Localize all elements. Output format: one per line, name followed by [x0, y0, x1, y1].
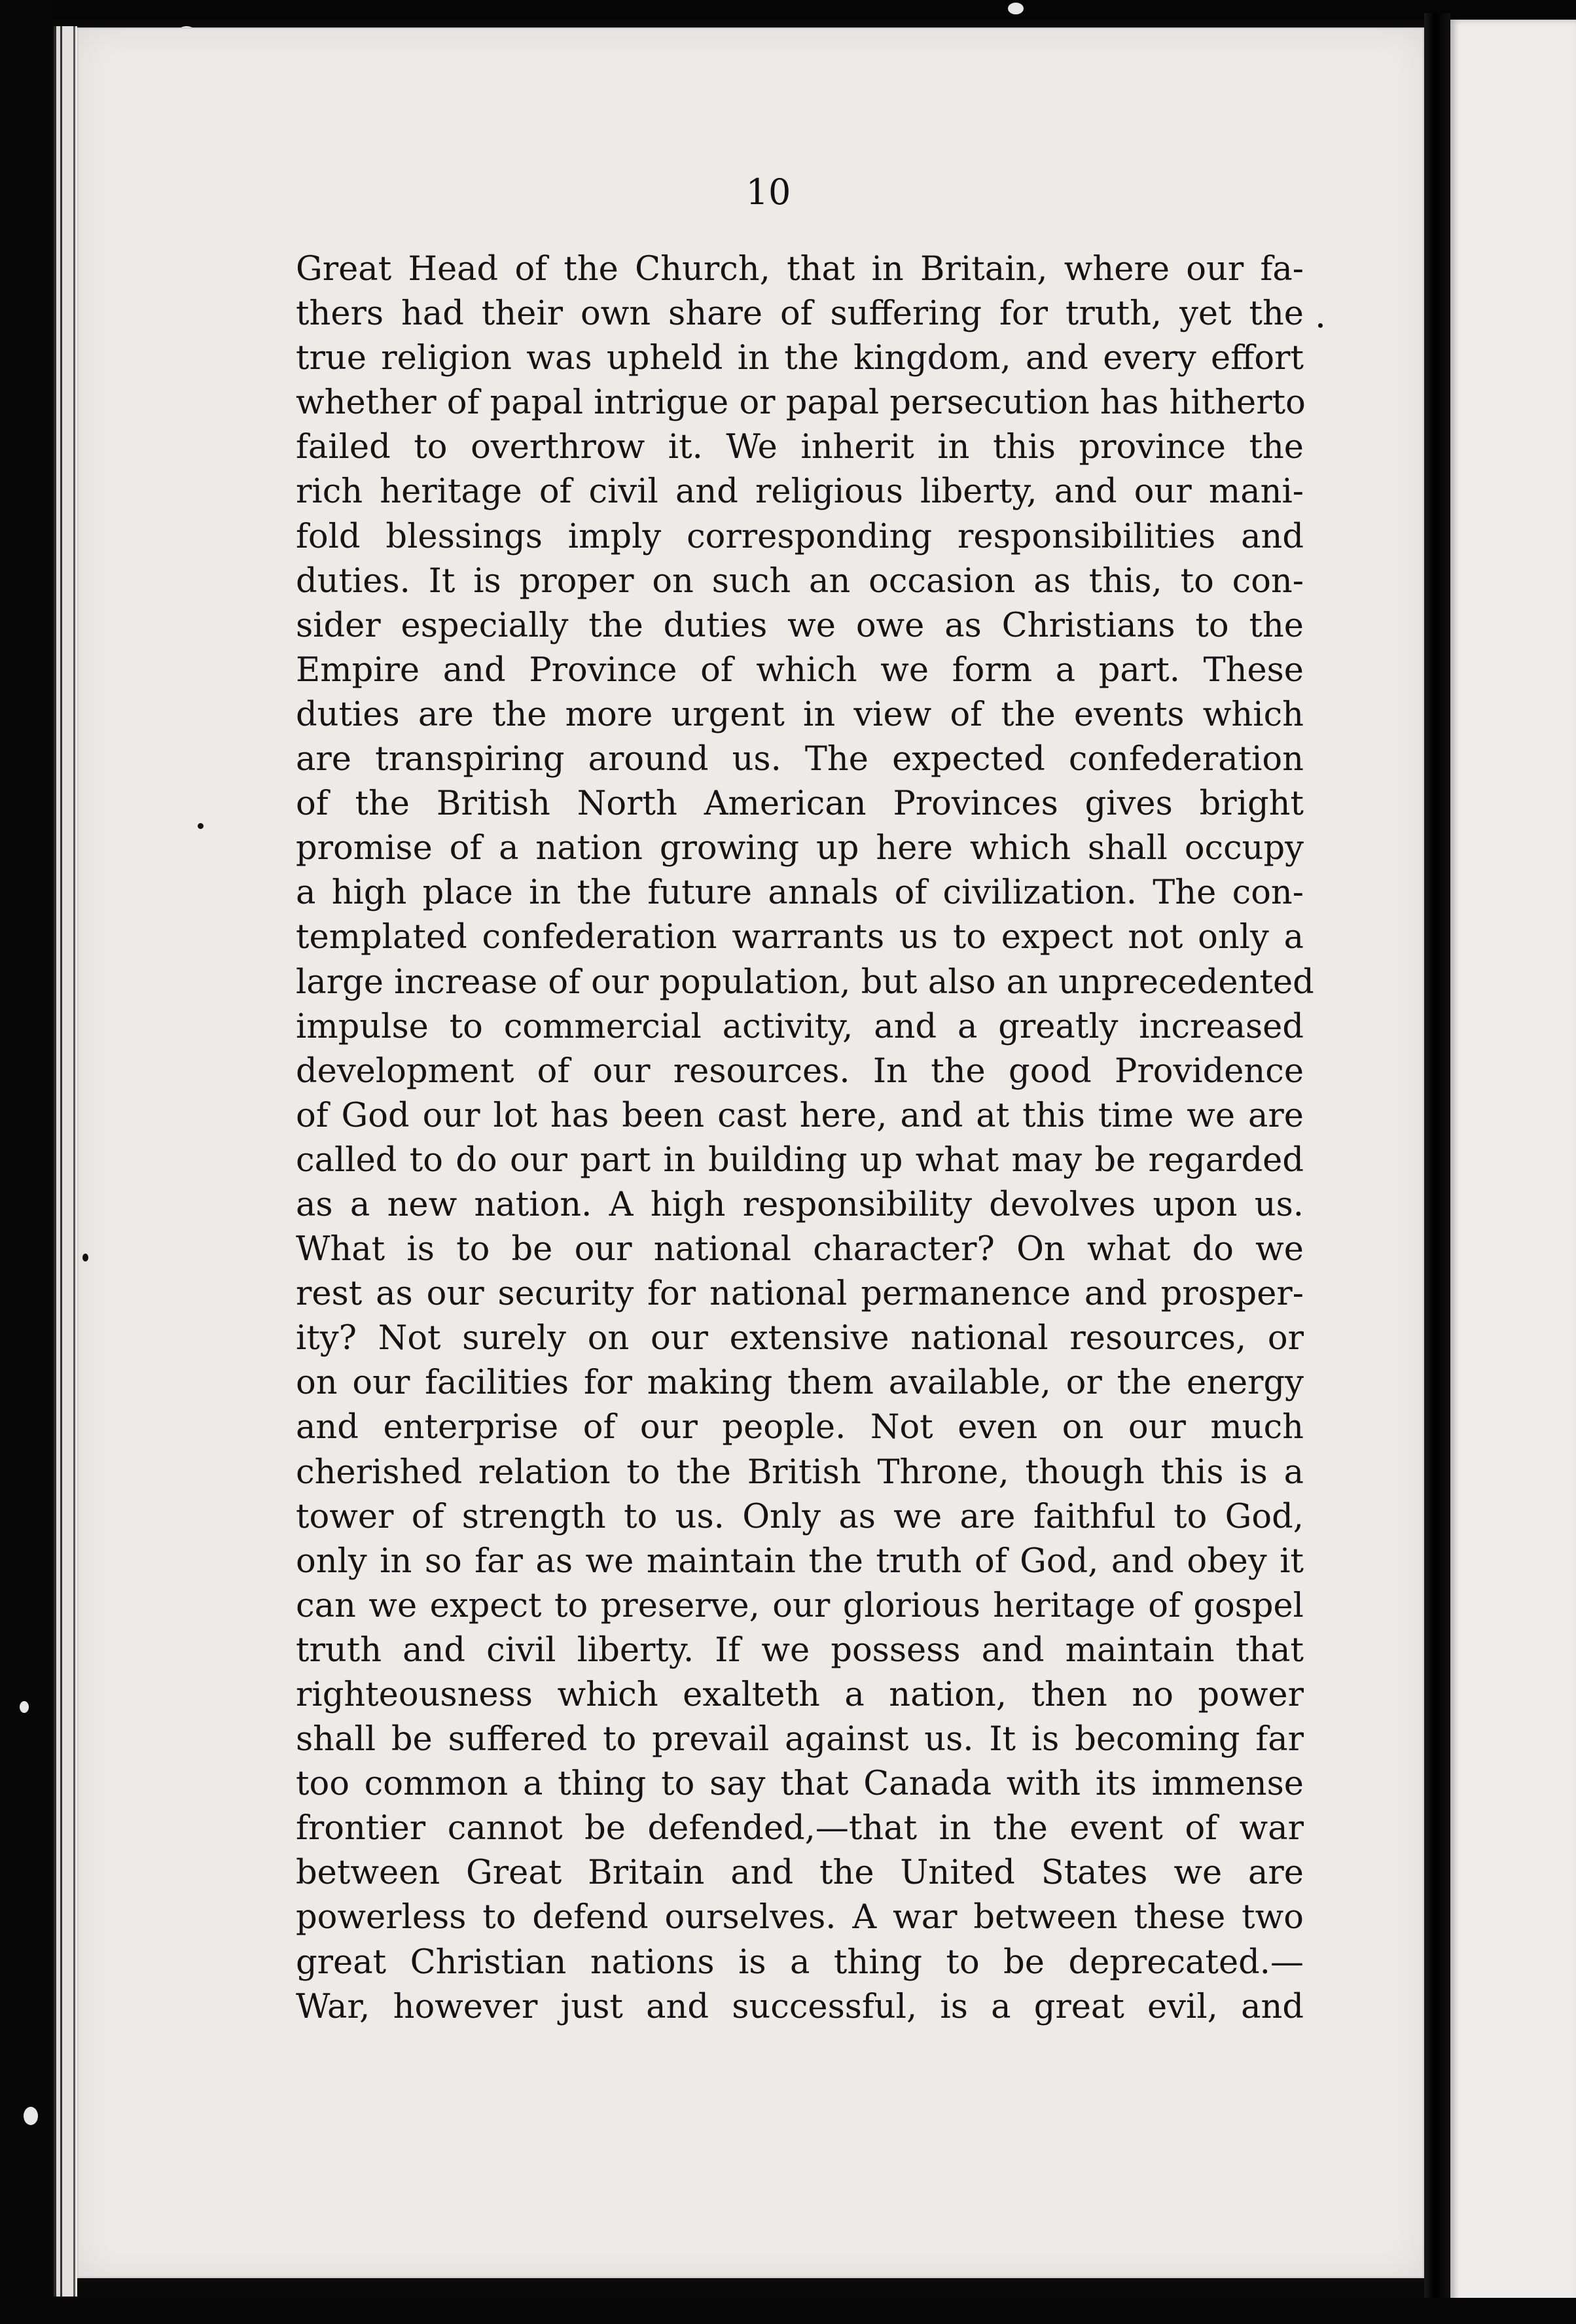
text-line: large increase of our population, but also an unprecedented [296, 962, 1314, 1002]
scan-speck [1008, 3, 1024, 14]
text-line: failed to overthrow it. We inherit in this province the [296, 428, 1304, 467]
text-line: cherished relation to the British Throne, though this is a [296, 1452, 1304, 1492]
text-line: duties. It is proper on such an occasion as this, to con- [296, 561, 1304, 601]
scan-speck [24, 2107, 38, 2125]
text-line: great Christian nations is a thing to be deprecated.— [296, 1943, 1304, 1982]
ink-blot [198, 823, 204, 829]
text-line: War, however just and successful, is a great evil, and [296, 1987, 1304, 2026]
text-line: of the British North American Provinces gives bright [296, 784, 1304, 824]
text-line: of God our lot has been cast here, and at this time we are [296, 1096, 1304, 1135]
text-line: impulse to commercial activity, and a greatly increased [296, 1007, 1304, 1046]
text-line: frontier cannot be defended,—that in the event of war [296, 1809, 1304, 1848]
text-line: templated confederation warrants us to expect not only a [296, 918, 1304, 957]
scan-top-border [0, 0, 1576, 20]
text-line: tower of strength to us. Only as we are faithful to God, [296, 1497, 1304, 1536]
text-line: rich heritage of civil and religious liberty, and our mani- [296, 472, 1304, 512]
body-text [296, 247, 1314, 2030]
text-line: whether of papal intrigue or papal persecution has hitherto [296, 383, 1306, 423]
text-line: ity? Not surely on our extensive national resources, or [296, 1319, 1304, 1358]
text-line: development of our resources. In the good Providence [296, 1051, 1304, 1091]
scan-left-border [0, 0, 52, 2324]
text-line: What is to be our national character? On what do we [296, 1230, 1304, 1269]
page-number: 10 [745, 171, 791, 213]
text-line: only in so far as we maintain the truth of God, and obey it [296, 1541, 1304, 1581]
ink-blot [82, 1254, 88, 1261]
text-line: sider especially the duties we owe as Christians to the [296, 606, 1304, 645]
text-line: too common a thing to say that Canada with its immense [296, 1765, 1304, 1804]
text-line: true religion was upheld in the kingdom, and every effort [296, 339, 1304, 378]
text-line: rest as our security for national permanence and prosper- [296, 1275, 1304, 1314]
scan-bottom-border [0, 2298, 1576, 2324]
page-gutter [1424, 13, 1450, 2324]
text-line: called to do our part in building up what may be regarded [296, 1140, 1304, 1180]
text-line: powerless to defend ourselves. A war between these two [296, 1898, 1304, 1937]
text-line: on our facilities for making them available, or the energy [296, 1364, 1304, 1403]
text-line: as a new nation. A high responsibility devolves upon us. [296, 1185, 1304, 1224]
text-line: Empire and Province of which we form a part. These [296, 650, 1304, 690]
text-line: fold blessings imply corresponding responsibilities and [296, 517, 1304, 556]
text-line: between Great Britain and the United States we are [296, 1854, 1304, 1893]
text-line: promise of a nation growing up here which shall occupy [296, 829, 1304, 868]
text-line: duties are the more urgent in view of the events which [296, 695, 1304, 734]
facing-page-edge [1450, 20, 1576, 2310]
text-line: and enterprise of our people. Not even on our much [296, 1408, 1304, 1447]
text-line: Great Head of the Church, that in Britain, where our fa- [296, 250, 1304, 289]
text-line: thers had their own share of suffering for truth, yet the [296, 294, 1304, 334]
scan-speck [20, 1701, 29, 1713]
text-line: can we expect to preserve, our glorious heritage of gospel [296, 1586, 1304, 1625]
text-line: a high place in the future annals of civilization. The con- [296, 873, 1304, 913]
text-line: righteousness which exalteth a nation, then no power [296, 1676, 1304, 1714]
text-line: are transpiring around us. The expected confederation [296, 740, 1304, 779]
text-line: truth and civil liberty. If we possess and maintain that [296, 1630, 1304, 1670]
ink-blot [1318, 323, 1323, 328]
page-binding-edge [54, 26, 77, 2297]
text-line: shall be suffered to prevail against us. It is becoming far [296, 1720, 1304, 1759]
